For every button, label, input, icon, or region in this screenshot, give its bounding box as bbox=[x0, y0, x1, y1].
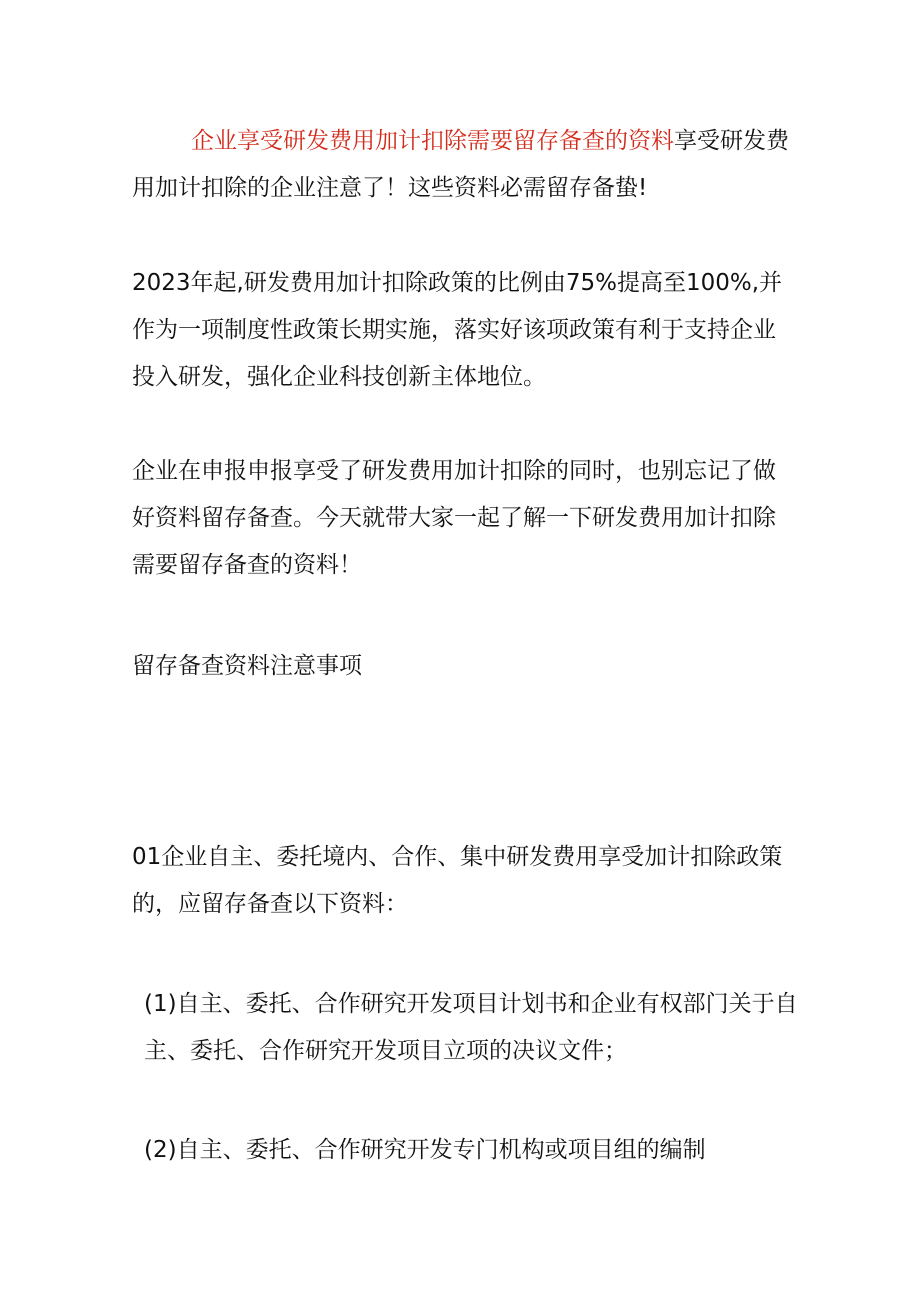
list-item-1: (1)自主、委托、合作研究开发项目计划书和企业有权部门关于自主、委托、合作研究开发项目立项的决议文件； bbox=[144, 991, 798, 1064]
paragraph-item-01: 01企业自主、委托境内、合作、集中研发费用享受加计扣除政策的，应留存备查以下资料： bbox=[132, 844, 783, 917]
document-title: 企业享受研发费用加计扣除需要留存备查的资料 bbox=[191, 128, 674, 154]
document-title-paragraph bbox=[132, 118, 792, 212]
paragraph-reminder: 企业在申报申报享受了研发费用加计扣除的同时，也别忘记了做好资料留存备查。今天就带大家一起了解一下研发费用加计扣除需要留存备查的资料！ bbox=[132, 458, 776, 578]
list-item-2: (2)自主、委托、合作研究开发专门机构或项目组的编制 bbox=[144, 1137, 706, 1163]
title-continuation: 享受研发费用加计扣除的企业注意了！这些资料必需留存备蛰! bbox=[132, 128, 789, 201]
section-heading: 留存备查资料注意事项 bbox=[132, 653, 362, 679]
paragraph-policy: 2023年起,研发费用加计扣除政策的比例由75%提高至100%,并作为一项制度性政策长期实施，落实好该项政策有利于支持企业投入研发，强化企业科技创新主体地位。 bbox=[132, 270, 783, 390]
